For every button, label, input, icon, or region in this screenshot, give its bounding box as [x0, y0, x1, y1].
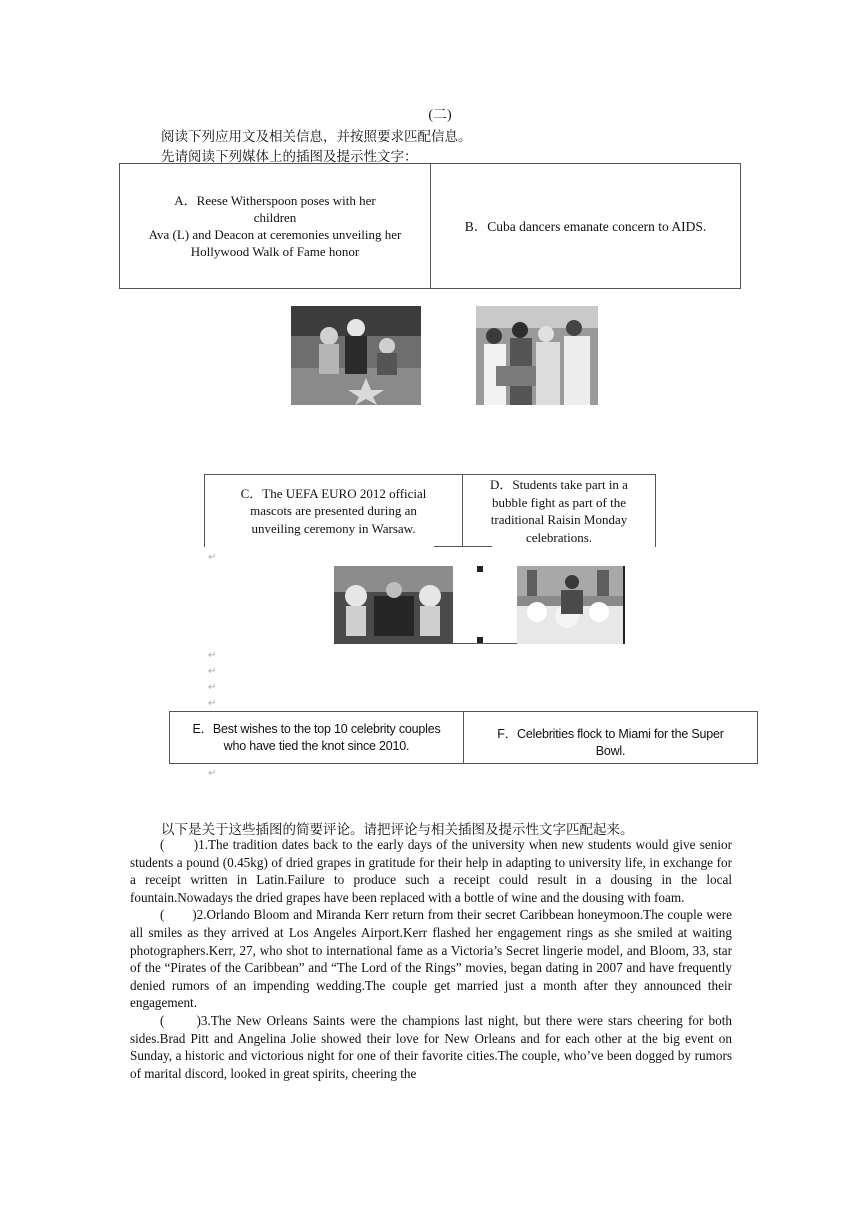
- paragraph-mark: ↵: [208, 682, 217, 693]
- caption-d-line: traditional Raisin Monday: [490, 512, 628, 527]
- caption-d-line: bubble fight as part of the: [492, 494, 626, 510]
- paragraph-mark: ↵: [208, 768, 217, 779]
- caption-e-line: E．Best wishes to the top 10 celebrity couples: [192, 721, 441, 736]
- caption-a-line: children: [253, 210, 297, 225]
- caption-d-line: celebrations.: [525, 529, 593, 545]
- photo-raisin-monday: [517, 566, 623, 644]
- caption-c-line: C．The UEFA EURO 2012 official: [240, 485, 427, 501]
- caption-f-line: F．Celebrities flock to Miami for the Super: [497, 726, 724, 741]
- caption-d: [463, 475, 655, 547]
- photo-walk-of-fame: [291, 306, 421, 405]
- photo-euro-mascots: [334, 566, 453, 644]
- caption-c-line: mascots are presented during an: [250, 503, 417, 519]
- caption-table-cd: [204, 474, 656, 547]
- caption-a-line: Hollywood Walk of Fame honor: [190, 244, 360, 259]
- caption-a-line: A．Reese Witherspoon poses with her: [174, 193, 376, 208]
- caption-a: [120, 164, 431, 288]
- caption-table-ab: [119, 163, 741, 289]
- intro-line-1: 阅读下列应用文及相关信息，并按照要求匹配信息。: [161, 129, 472, 145]
- caption-c-line: unveiling ceremony in Warsaw.: [251, 520, 416, 536]
- caption-f: [464, 712, 757, 763]
- question-2: ( )2.Orlando Bloom and Miranda Kerr return from their secret Caribbean honeymoon.The couple were all smiles as they arrived at Los Angeles Airport.Kerr flashed her engagement rings as she smiled at waiting photographers.Kerr, 27, who shot to international fame as a Victoria’s Secret lingerie model, and Bloom, 33, star of the “Pirates of the Caribbean” and “The Lord of the Rings” movies, began dating in 2007 and have frequently denied rumors of an impending wedding.The couple get married just a month after they announced their engagement.: [130, 907, 732, 1011]
- caption-a-line: Ava (L) and Deacon at ceremonies unveiling her: [148, 227, 402, 242]
- intro-line-2: 先请阅读下列媒体上的插图及提示性文字：: [161, 149, 418, 165]
- section-heading: (二): [428, 108, 452, 123]
- question-3: ( )3.The New Orleans Saints were the champions last night, but there were stars cheering for both sides.Brad Pitt and Angelina Jolie showed their love for New Orleans and for each other at the big event on Sunday, a historic and victorious night for one of their favorite cities.The couple, who’ve been dogged by rumors of marital discord, looked in great spirits, cheering the: [130, 1012, 732, 1081]
- caption-b: [431, 164, 740, 288]
- caption-e: [170, 712, 464, 763]
- photo-cuba-dancers: [476, 306, 598, 405]
- caption-d-line: D．Students take part in a: [490, 477, 628, 492]
- paragraph-mark: ↵: [208, 698, 217, 709]
- paragraph-mark: ↵: [208, 650, 217, 661]
- caption-c: [205, 475, 463, 547]
- caption-b-text: B．Cuba dancers emanate concern to AIDS.: [464, 219, 707, 234]
- paragraph-mark: ↵: [208, 552, 217, 563]
- caption-table-ef: [169, 711, 758, 764]
- photo-placeholder-frame: [453, 566, 517, 644]
- question-list: [130, 836, 732, 1082]
- question-1: ( )1.The tradition dates back to the early days of the university when new students would give senior students a pound (0.45kg) of dried grapes in gratitude for their help in adapting to university life, in exchange for a receipt written in Latin.Failure to produce such a receipt could result in a dousing in the local fountain.Nowadays the dried grapes have been replaced with a bottle of wine and the dousing with foam.: [130, 837, 732, 905]
- table-fragment-line: [434, 546, 492, 547]
- caption-f-line: Bowl.: [595, 743, 626, 758]
- paragraph-mark: ↵: [208, 666, 217, 677]
- matching-instructions: 以下是关于这些插图的简要评论。请把评论与相关插图及提示性文字匹配起来。: [161, 822, 634, 838]
- caption-e-line: who have tied the knot since 2010.: [223, 738, 410, 753]
- photo-frame-edge: [623, 566, 625, 644]
